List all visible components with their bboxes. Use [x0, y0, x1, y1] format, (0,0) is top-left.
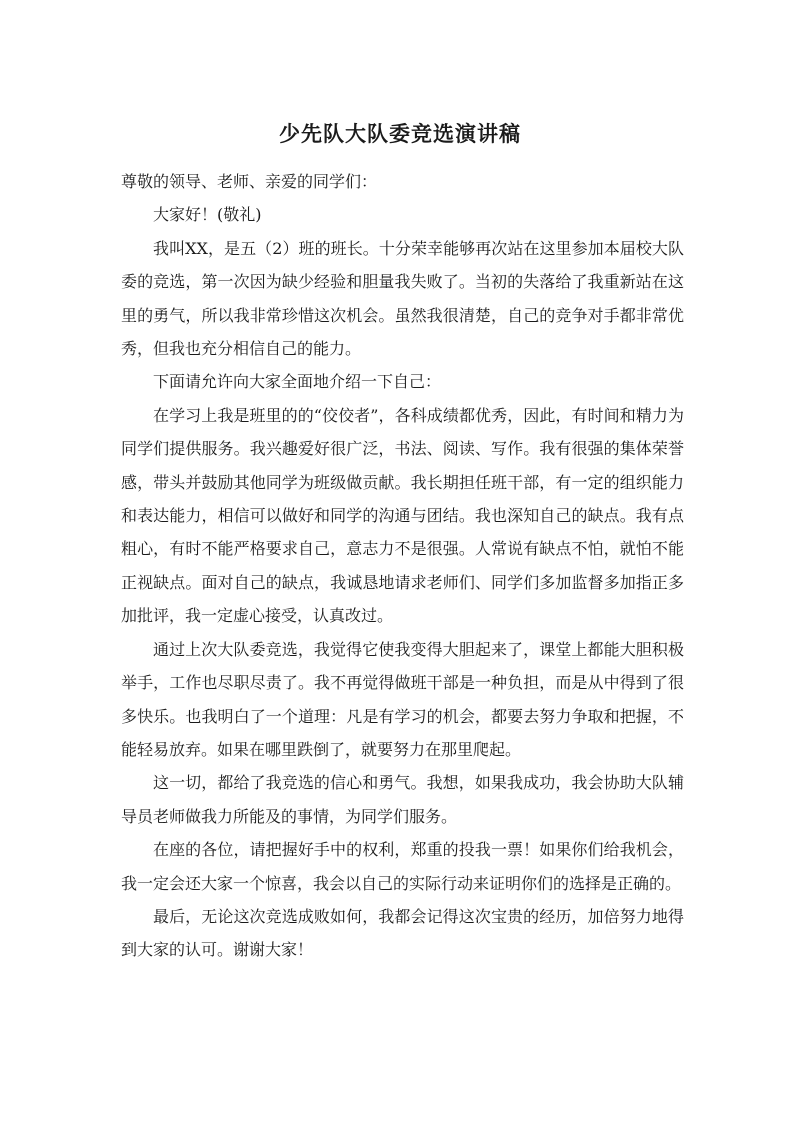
document-title: 少先队大队委竞选演讲稿 [279, 122, 521, 146]
paragraph-1: 大家好！(敬礼) [153, 205, 262, 225]
paragraph-2: 我叫XX，是五（2）班的班长。十分荣幸能够再次站在这里参加本届校大队委的竞选，第一次因为缺少经验和胆量我失败了。当初的失落给了我重新站在这里的勇气，所以我非常珍惜这次机会。虽然我很清楚，自己的竞争对手都非常优秀，但我也充分相信自己的能力。 [121, 238, 684, 359]
paragraph-7: 在座的各位，请把握好手中的权利，郑重的投我一票！如果你们给我机会，我一定会还大家一个惊喜，我会以自己的实际行动来证明你们的选择是正确的。 [121, 840, 684, 893]
paragraph-4: 在学习上我是班里的的“佼佼者”，各科成绩都优秀，因此，有时间和精力为同学们提供服务。我兴趣爱好很广泛，书法、阅读、写作。我有很强的集体荣誉感，带头并鼓励其他同学为班级做贡献。我长期担任班干部，有一定的组织能力和表达能力，相信可以做好和同学的沟通与团结。我也深知自己的缺点。我有点粗心，有时不能严格要求自己，意志力不是很强。人常说有缺点不怕，就怕不能正视缺点。面对自己的缺点，我诚恳地请求老师们、同学们多加监督多加指正多加批评，我一定虚心接受，认真改过。 [121, 405, 684, 626]
paragraph-3: 下面请允许向大家全面地介绍一下自己： [153, 372, 442, 392]
paragraph-5: 通过上次大队委竞选，我觉得它使我变得大胆起来了，课堂上都能大胆积极举手，工作也尽职尽责了。我不再觉得做班干部是一种负担，而是从中得到了很多快乐。也我明白了一个道理：凡是有学习的机会，都要去努力争取和把握，不能轻易放弃。如果在哪里跌倒了，就要努力在那里爬起。 [121, 639, 684, 759]
paragraph-8: 最后，无论这次竞选成败如何，我都会记得这次宝贵的经历，加倍努力地得到大家的认可。谢谢大家！ [121, 906, 684, 960]
greeting-line: 尊敬的领导、老师、亲爱的同学们： [121, 172, 378, 191]
paragraph-6: 这一切，都给了我竞选的信心和勇气。我想，如果我成功，我会协助大队辅导员老师做我力所能及的事情，为同学们服务。 [121, 773, 684, 826]
document-body [121, 165, 684, 967]
